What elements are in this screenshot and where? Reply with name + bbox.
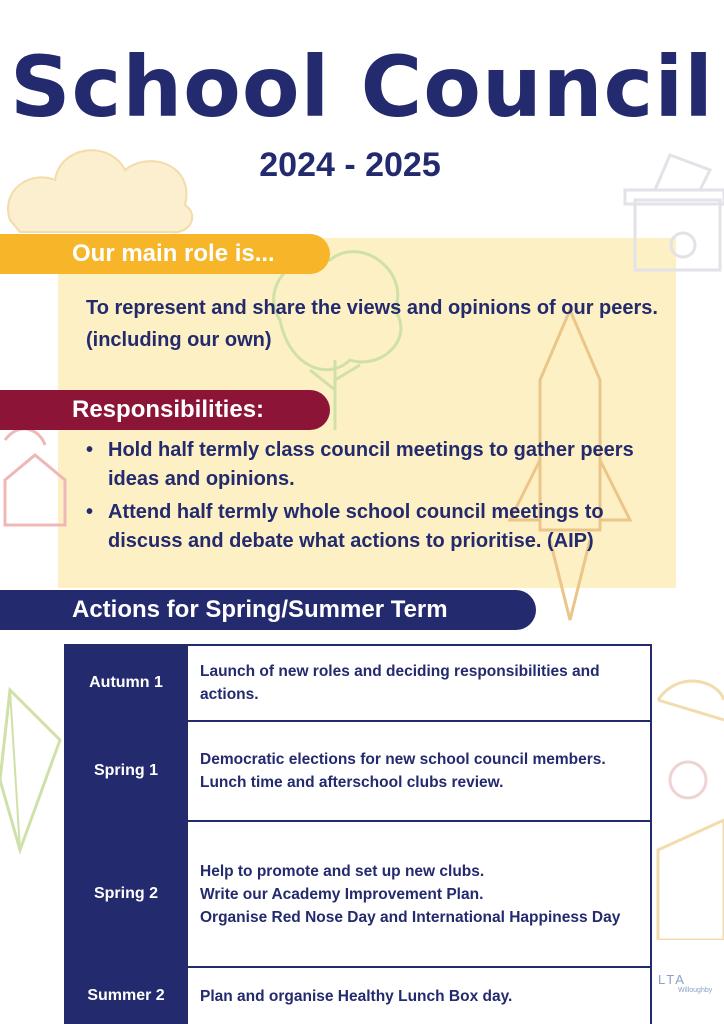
bullet-icon: • [86,501,94,523]
description-cell [187,645,651,721]
description-line: Lunch time and afterschool clubs review. [200,774,504,791]
table-row [65,645,651,721]
description-line: Democratic elections for new school council members. [200,751,606,768]
description-line: Help to promote and set up new clubs. [200,862,485,880]
term-cell: Autumn 1 [65,645,187,721]
main-role-text: To represent and share the views and opinions of our peers. (including our own) [86,297,658,351]
description-line: Plan and organise Healthy Lunch Box day. [200,987,513,1005]
trust-logo [658,972,718,994]
main-role-banner: Our main role is... [0,234,330,274]
responsibilities-list [86,436,656,560]
actions-banner: Actions for Spring/Summer Term [0,590,536,630]
description-line: Write our Academy Improvement Plan. [200,885,484,903]
description-line: Organise Red Nose Day and International Happiness Day [200,908,621,926]
school-year: 2024 - 2025 [259,146,441,184]
term-cell: Spring 1 [65,721,187,821]
page-title: School Council [10,38,714,136]
responsibility-text: Attend half termly whole school council meetings to discuss and debate what actions to prioritise. (AIP) [108,501,604,552]
kite-doodle-icon [0,660,70,870]
bullet-icon: • [86,439,94,461]
logo-subtext: Willoughby [678,987,713,994]
table-row [65,721,651,821]
table-row [65,821,651,967]
actions-table [64,644,652,1024]
house-doodle-icon [0,420,70,530]
list-item [86,436,656,494]
description-cell [187,821,651,967]
term-cell: Spring 2 [65,821,187,967]
logo-text: LTA [658,972,686,987]
description-cell [187,721,651,821]
list-item [86,498,656,556]
responsibilities-banner: Responsibilities: [0,390,330,430]
term-cell: Summer 2 [65,967,187,1024]
responsibility-text: Hold half termly class council meetings to gather peers ideas and opinions. [108,439,634,490]
table-row [65,967,651,1024]
description-cell [187,967,651,1024]
cake-doodle-icon [648,660,724,940]
description-line: Launch of new roles and deciding responsibilities and actions. [200,663,600,703]
